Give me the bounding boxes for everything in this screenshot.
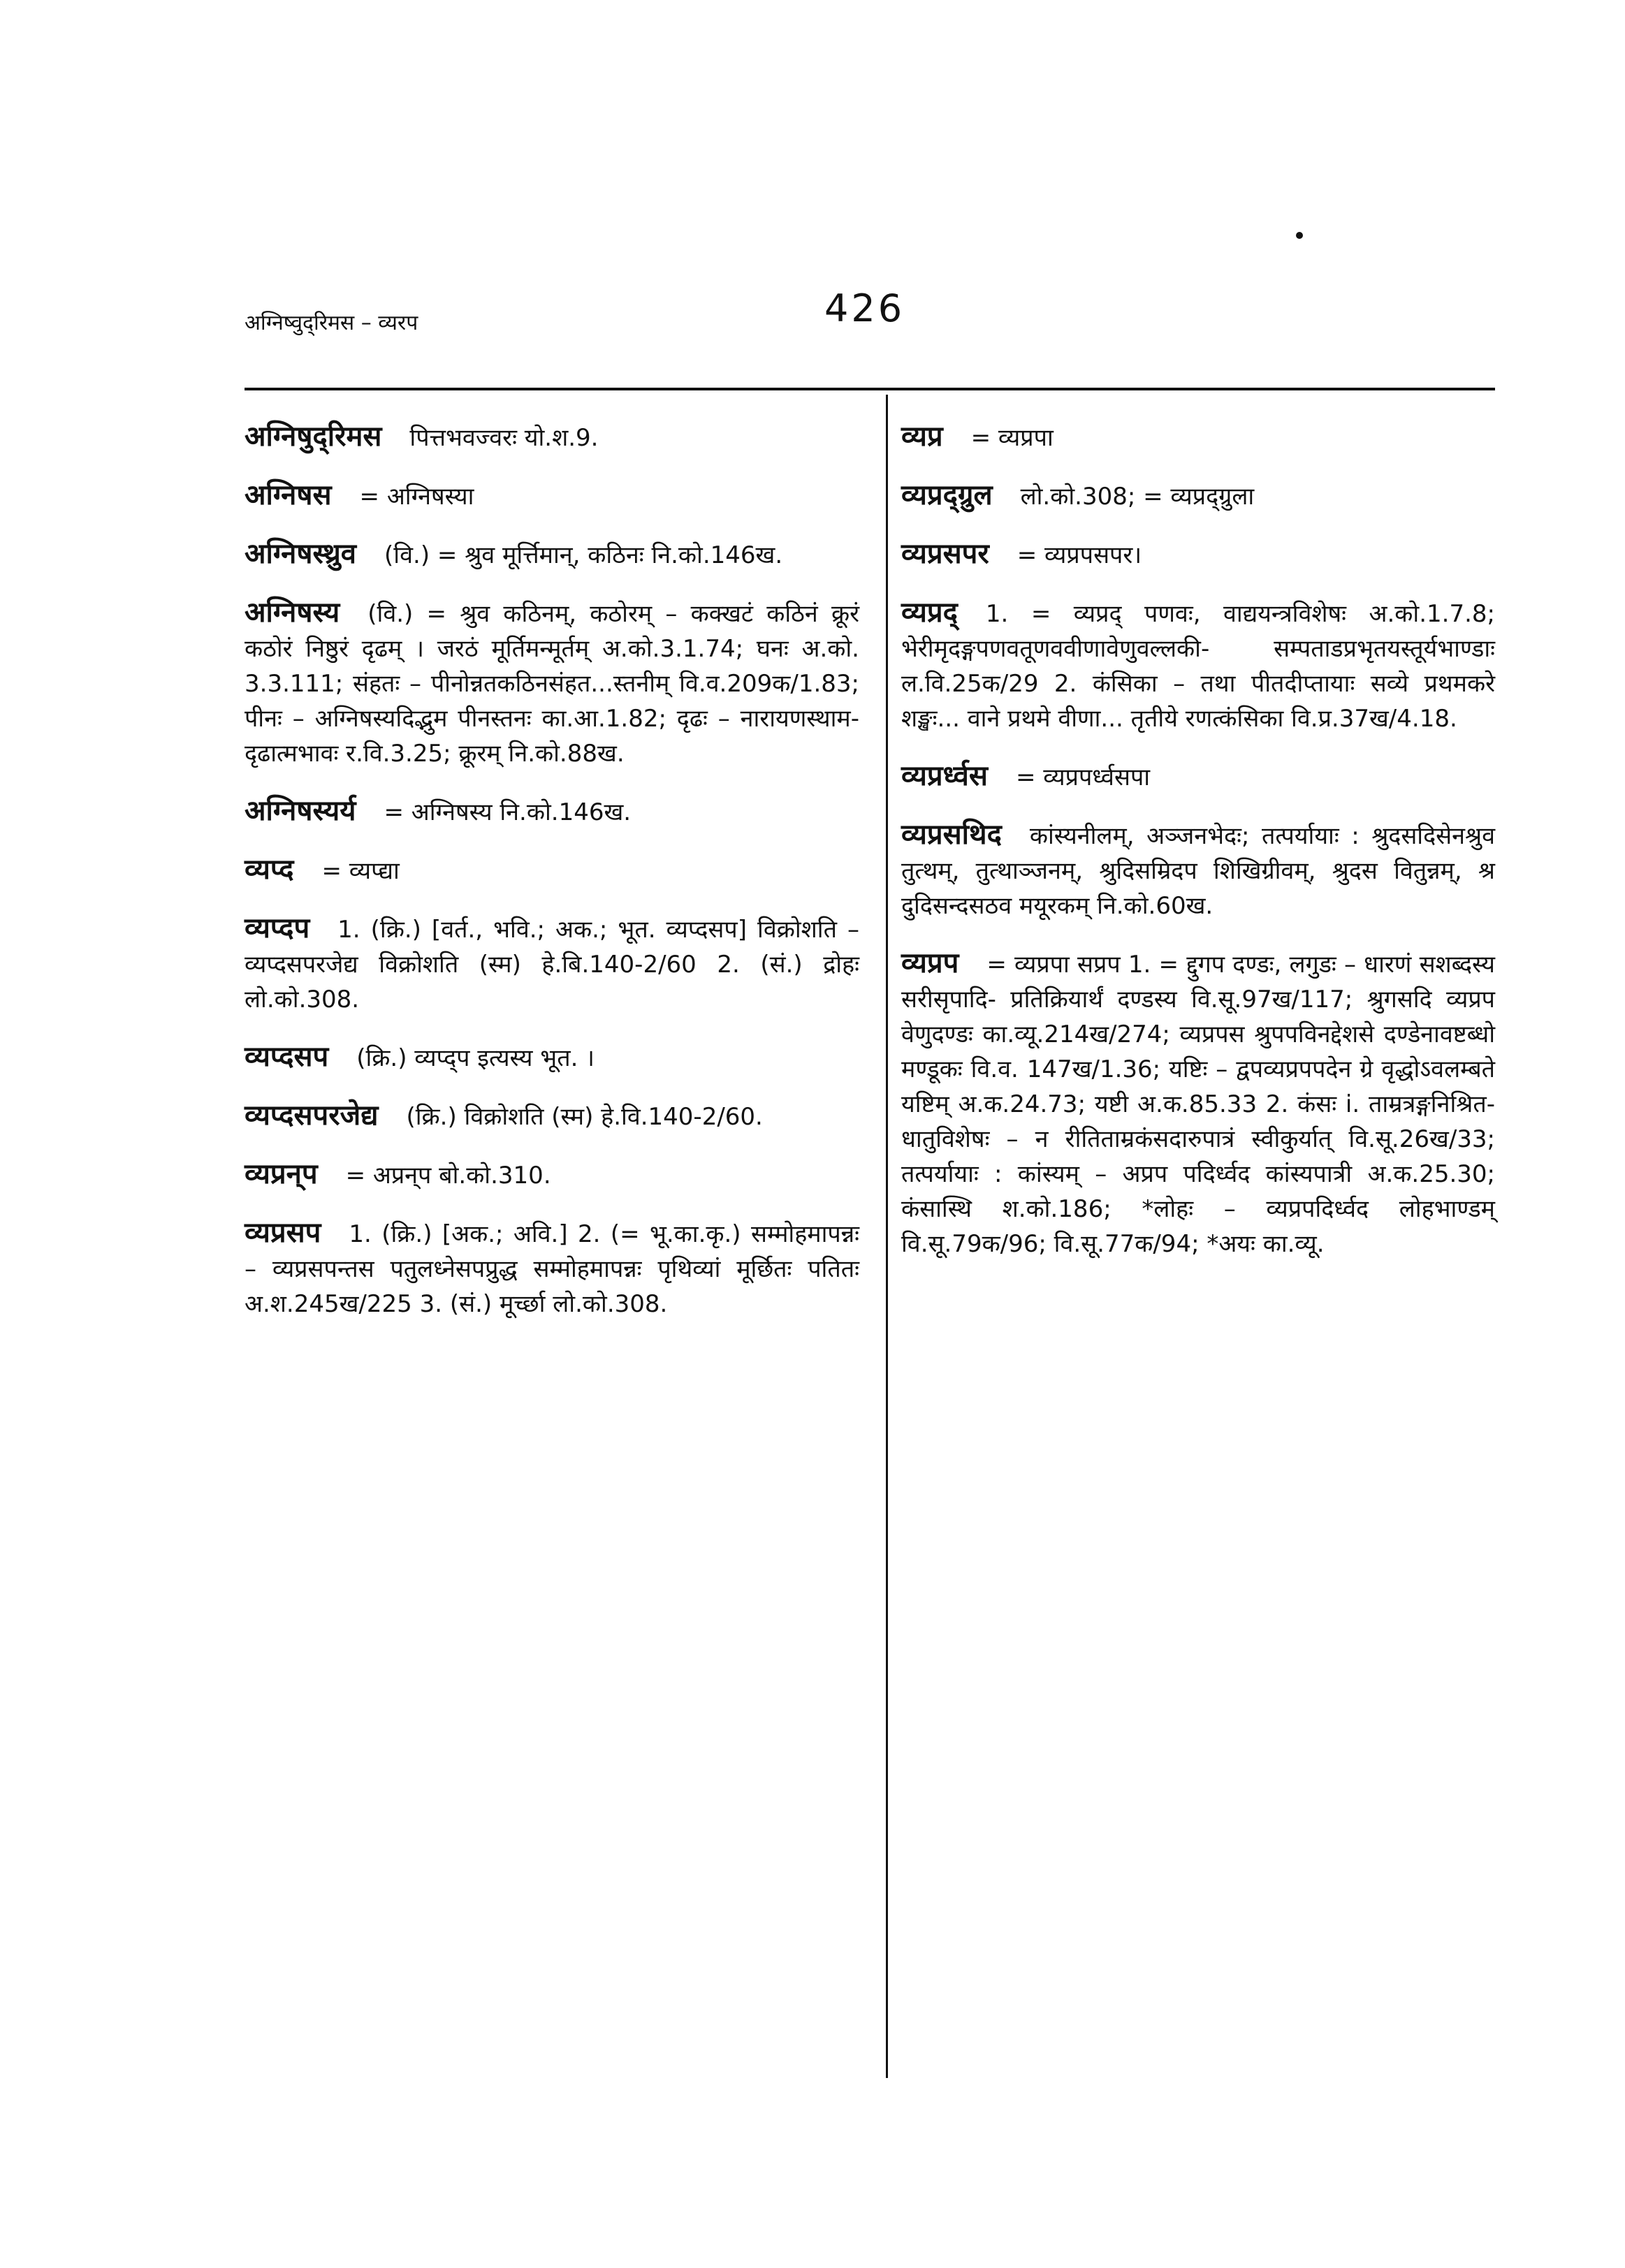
dictionary-entry: [245, 911, 859, 1017]
dictionary-entry: [901, 536, 1495, 573]
headword: व्यप्दप: [245, 912, 310, 944]
header-rule: [245, 388, 1495, 390]
dictionary-entry: [245, 1215, 859, 1322]
dictionary-entry: [901, 946, 1495, 1261]
headword: व्यप्दसपरजेद्य: [245, 1099, 379, 1132]
headword: अग्निषस्य: [245, 597, 340, 629]
dictionary-entry: [245, 595, 859, 771]
headword: अग्निषस्थ्रुव: [245, 538, 357, 570]
definition: 1. = व्यप्रद्‌ पणवः, वाद्ययन्त्रविशेषः अ.को.1.7.8; भेरीमृदङ्गपणवतूणववीणावेणुवल्लकी- सम्पताडप्रभृतयस्तूर्यभाण्डाः ल.वि.25क/29 2. कंसिका – तथा पीतदीप्तायाः सव्ये प्रथमकरे शङ्खः... वाने प्रथमे वीणा... तृतीये रणत्कंसिका वि.प्र.37ख/4.18.: [901, 600, 1495, 733]
dictionary-entry: [245, 852, 859, 888]
speck-dot: [1296, 232, 1303, 239]
definition: = व्यप्रपा: [970, 424, 1054, 452]
definition: (क्रि.) व्यप्द्प इत्यस्य भूत. ।: [356, 1044, 595, 1072]
definition: = व्यप्रपसपर।: [1016, 541, 1142, 569]
definition: = अग्निषस्य नि.को.146ख.: [384, 798, 632, 826]
dictionary-entry: [901, 817, 1495, 923]
dictionary-entry: [901, 419, 1495, 455]
dictionary-entry: [245, 419, 859, 455]
definition: (क्रि.) विक्रोशति (स्म) हे.वि.140-2/60.: [406, 1103, 763, 1131]
definition: 1. (क्रि.) [अक.; अवि.] 2. (= भू.का.कृ.) सम्मोहमापन्नः – व्यप्रसपन्तस पतुलध्नेसपप्रुद्ध सम्मोहमापन्नः पृथिव्यां मूर्छितः पतितः अ.श.245ख/225 3. (सं.) मूर्च्छा लो.को.308.: [245, 1220, 859, 1318]
headword: व्यप्रप: [901, 947, 959, 979]
right-column: [901, 419, 1495, 1284]
definition: (वि.) = श्रुव मूर्त्तिमान्, कठिनः नि.को.146ख.: [384, 541, 783, 569]
dictionary-entry: [245, 793, 859, 830]
definition: = व्यप्रपर्ध्वसपा: [1015, 763, 1151, 791]
definition: 1. (क्रि.) [वर्त., भवि.; अक.; भूत. व्यप्दसप] विक्रोशति – व्यप्दसप‌रजेद्य विक्रोशति (स्म) हे.बि.140-2/60 2. (सं.) द्रोहः लो.को.308.: [245, 916, 859, 1014]
headword: व्यप्र: [901, 420, 943, 453]
headword: व्यप्रद्‌: [901, 597, 958, 629]
dictionary-entry: [901, 759, 1495, 795]
definition: = अग्निषस्या: [359, 483, 474, 511]
dictionary-entry: [245, 1098, 859, 1134]
page-number: 426: [824, 286, 905, 330]
headword: व्यप्रसप: [245, 1217, 321, 1249]
headword: अग्निषुद्‌रिमस: [245, 420, 382, 453]
definition: = अप्रन्‌प बो.को.310.: [345, 1162, 551, 1190]
definition: = व्यप्रपा सप्रप 1. = द्दुगप दण्डः, लगुडः – धारणं सशब्दस्य सरीसृपादि- प्रतिक्रियार्थं दण्डस्य वि.सू.97ख/117; श्रुगसदि व्यप्रप वेणुदण्डः का.व्यू.214ख/274; व्यप्रपस श्रुपपविनद्देशसे दण्डेनावष्टब्धो मण्डूकः वि.व. 147ख/1.36; यष्टिः – द्वपव्यप्रपपदेन ग्रे वृद्धोऽवलम्बते यष्टिम् अ.क.24.73; यष्टी अ.क.85.33 2. कंसः i. ताम्रत्रङ्गनिश्रित- धातुविशेषः – न रीतिताम्रकंसदारुपात्रं स्वीकुर्यात् वि.सू.26ख/33; तत्पर्यायाः : कांस्यम् – अप्रप पदिर्ध्वद कांस्यपात्री अ.क.25.30; कंसास्थि श.को.186; *लोहः – व्यप्रपदिर्ध्वद लोहभाण्डम् वि.सू.79क/96; वि.सू.77क/94; *अयः का.व्यू.: [901, 951, 1495, 1258]
running-head: अग्निष्वुद्‌रिमस – व्यरप: [245, 311, 418, 335]
headword: व्यप्रर्ध्वस: [901, 760, 988, 792]
dictionary-entry: [245, 1157, 859, 1193]
dictionary-entry: [245, 536, 859, 573]
headword: व्यप्द: [245, 854, 294, 886]
headword: व्यप्रसथिद: [901, 819, 1002, 851]
dictionary-entry: [901, 595, 1495, 736]
definition: (वि.) = श्रुव कठिनम्, कठोरम् – कक्खटं कठिनं क्रूरं कठोरं निष्ठुरं दृढम् । जरठं मूर्तिमन्मूर्तम् अ.को.3.1.74; घनः अ.को. 3.3.111; संहतः – पीनोन्नतकठिनसंहत...स्तनीम् वि.व.209क/1.83; पीनः – अग्निषस्यदि‍द्भुम पीनस्तनः का.आ.1.82; दृढः – नारायणस्थाम- दृढात्मभावः र.वि.3.25; क्रूरम् नि.को.88ख.: [245, 600, 859, 768]
headword: व्यप्दसप: [245, 1041, 329, 1073]
definition: = व्यप्द्या: [321, 857, 400, 885]
headword: व्यप्रसपर: [901, 538, 989, 570]
column-divider: [886, 395, 888, 2078]
headword: व्यप्रद्‌ग्रुल: [901, 479, 993, 511]
dictionary-entry: [901, 478, 1495, 514]
headword: अग्निषस: [245, 479, 332, 511]
dictionary-entry: [245, 1039, 859, 1076]
dictionary-entry: [245, 478, 859, 514]
left-column: [245, 419, 859, 1344]
definition: लो.को.308; = व्यप्रद्‌ग्रुला: [1020, 483, 1255, 511]
page-header: [245, 286, 1488, 342]
definition: पित्तभवज्वरः यो.श.9.: [409, 424, 599, 452]
headword: व्यप्रन्‌प: [245, 1158, 318, 1190]
headword: अग्निषस्य‍र्य: [245, 795, 356, 827]
definition: कांस्यनीलम्, अञ्जनभेदः; तत्पर्यायाः : श्रुदसदिसेनश्रुव तुत्थम्, तुत्थाञ्जनम्, श्रुदिसम्रिदप शिखिग्रीवम्, श्रुदस वितुन्नम्, श्र दुदिसन्दसठव मयूरकम् नि.को.60ख.: [901, 822, 1495, 920]
